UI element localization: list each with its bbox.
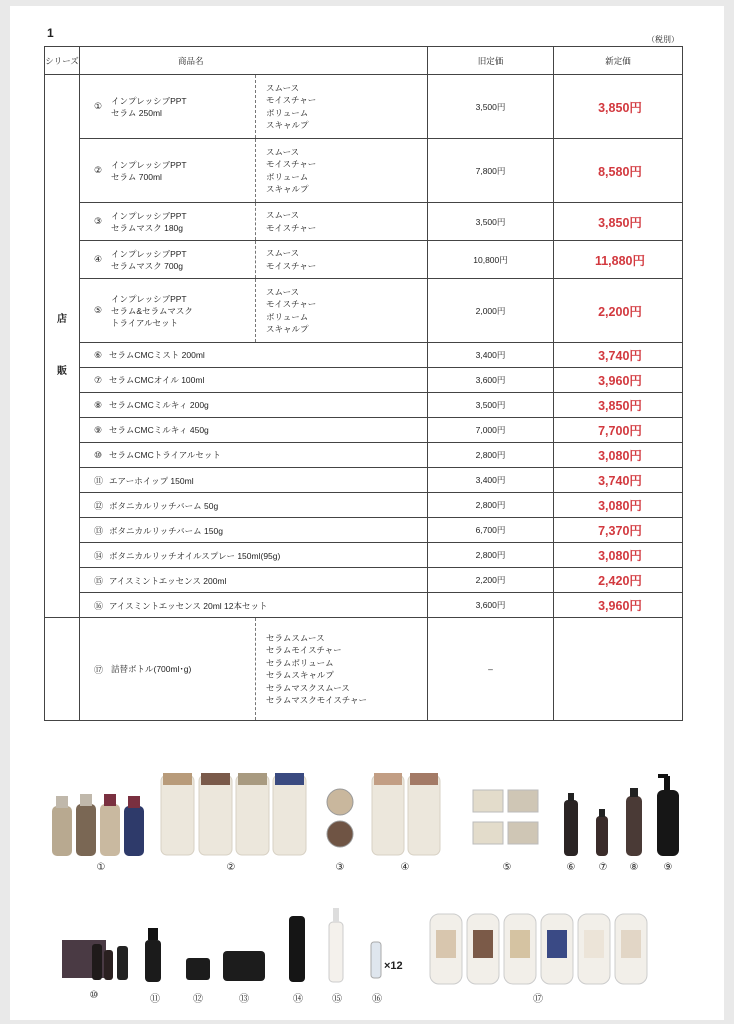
product-number: ⑥: [94, 350, 103, 360]
old-price: 3,400円: [428, 468, 554, 493]
new-price: 3,080円: [554, 443, 683, 468]
variant-item: モイスチャー: [266, 260, 317, 271]
product-2-image: [161, 773, 306, 855]
product-name: エアーホイップ 150ml: [109, 475, 194, 486]
variant-item: スムース: [266, 82, 300, 93]
product-caption: ⑦: [598, 862, 608, 873]
product-7-image: [596, 809, 608, 856]
old-price: 3,600円: [428, 593, 554, 618]
old-price: 2,800円: [428, 443, 554, 468]
product-name: インプレッシブPPT セラム 250ml: [111, 95, 187, 118]
product-name: ボタニカルリッチバーム 50g: [109, 500, 219, 511]
variant-item: セラムマスクモイスチャー: [266, 695, 367, 705]
product-5-image: [473, 790, 538, 844]
series-header: シリーズ: [45, 47, 80, 75]
product-name: セラムCMCミルキィ 450g: [109, 425, 209, 435]
variant-item: セラムスムース: [266, 632, 325, 643]
product-name: インプレッシブPPT セラムマスク 700g: [111, 248, 187, 271]
product-name: ボタニカルリッチバーム 150g: [109, 525, 223, 536]
product-number: ⑤: [94, 305, 103, 315]
series-label-1: 店: [57, 314, 67, 325]
product-16-image: [371, 942, 381, 978]
variant-item: スムース: [266, 286, 300, 297]
product-8-image: [626, 788, 642, 856]
variant-item: スキャルプ: [266, 120, 309, 130]
product-number: ⑦: [94, 375, 103, 385]
product-name: インプレッシブPPT セラム&セラムマスク トライアルセット: [111, 293, 193, 328]
product-name: インプレッシブPPT セラムマスク 180g: [111, 210, 187, 233]
variant-item: モイスチャー: [266, 299, 317, 309]
variant-item: ボリューム: [266, 311, 309, 322]
new-price: 7,370円: [554, 518, 683, 543]
product-name: セラムCMCミルキィ 200g: [109, 400, 209, 410]
old-price: 2,200円: [428, 568, 554, 593]
variant-item: ボリューム: [266, 107, 309, 118]
old-price: 2,800円: [428, 493, 554, 518]
product-number: ⑩: [94, 450, 103, 460]
product-caption: ⑤: [502, 862, 512, 873]
product-9-image: [657, 774, 679, 856]
product-13-image: [223, 951, 265, 981]
variant-item: モイスチャー: [266, 159, 317, 169]
product-name: セラムCMCトライアルセット: [109, 450, 221, 460]
product-number: ⑨: [94, 425, 103, 435]
product-caption: ⑥: [566, 862, 576, 873]
product-1-image: [52, 794, 144, 856]
old-price: 3,500円: [428, 393, 554, 418]
product-caption: ⑩: [89, 990, 99, 1001]
product-number: ③: [94, 216, 103, 226]
old-price: 2,800円: [428, 543, 554, 568]
product-14-image: [289, 916, 305, 982]
old-price: –: [428, 618, 554, 721]
old-price-header: 旧定価: [428, 47, 554, 75]
product-caption: ⑪: [150, 994, 160, 1005]
old-price: 3,500円: [428, 203, 554, 241]
product-4-image: [372, 773, 440, 855]
product-caption: ⑯: [372, 994, 382, 1005]
variant-item: スムース: [266, 210, 300, 220]
product-number: ①: [94, 101, 103, 111]
old-price: 10,800円: [428, 241, 554, 279]
product-3-image: [327, 789, 353, 847]
old-price: 2,000円: [428, 279, 554, 343]
old-price: 6,700円: [428, 518, 554, 543]
new-price: 7,700円: [554, 418, 683, 443]
new-price: 3,850円: [554, 75, 683, 139]
variant-item: スキャルプ: [266, 324, 309, 334]
product-15-image: [329, 908, 343, 982]
new-price: 3,960円: [554, 368, 683, 393]
tax-note: （税別）: [647, 35, 679, 44]
product-caption: ⑬: [239, 994, 249, 1005]
variant-item: モイスチャー: [266, 95, 317, 105]
variant-item: セラムモイスチャー: [266, 645, 342, 655]
product-name: セラムCMCオイル 100ml: [109, 375, 205, 385]
product-name: 詰替ボトル(700ml･g): [111, 664, 192, 674]
product-number: ⑪: [94, 475, 104, 486]
new-price-header: 新定価: [554, 47, 683, 75]
product-number: ④: [94, 254, 103, 264]
product-caption: ⑰: [533, 994, 543, 1005]
new-price: 3,850円: [554, 393, 683, 418]
variant-item: スムース: [266, 248, 300, 258]
old-price: 7,000円: [428, 418, 554, 443]
product-header: 商品名: [80, 47, 428, 75]
product-name: インプレッシブPPT セラム 700ml: [111, 159, 187, 182]
new-price: 3,850円: [554, 203, 683, 241]
product-name: アイスミントエッセンス 200ml: [109, 575, 227, 586]
variant-item: ボリューム: [266, 171, 309, 182]
product-11-image: [145, 928, 161, 982]
variant-item: セラムスキャルプ: [266, 670, 334, 680]
page-number: 1: [47, 26, 54, 40]
product-number: ⑮: [94, 575, 104, 586]
product-number: ⑰: [94, 664, 104, 675]
product-number: ②: [94, 165, 103, 175]
product-number: ⑫: [94, 500, 104, 511]
product-name: セラムCMCミスト 200ml: [109, 350, 205, 360]
new-price: 11,880円: [554, 241, 683, 279]
product-caption: ④: [400, 862, 410, 873]
quantity-note: ×12: [384, 960, 403, 972]
product-name: アイスミントエッセンス 20ml 12本セット: [109, 600, 268, 611]
new-price: 2,420円: [554, 568, 683, 593]
new-price: 3,740円: [554, 468, 683, 493]
product-caption: ②: [226, 862, 236, 873]
product-number: ⑬: [94, 525, 104, 536]
variant-item: セラムマスクスムース: [266, 682, 350, 693]
product-caption: ⑭: [293, 994, 303, 1005]
new-price: 2,200円: [554, 279, 683, 343]
new-price: 3,080円: [554, 543, 683, 568]
product-6-image: [564, 793, 578, 856]
product-caption: ⑮: [332, 994, 342, 1005]
old-price: 3,500円: [428, 75, 554, 139]
product-caption: ①: [96, 862, 106, 873]
product-10-image: [62, 940, 128, 980]
product-12-image: [186, 958, 210, 980]
variant-item: スキャルプ: [266, 184, 309, 194]
new-price: 3,740円: [554, 343, 683, 368]
old-price: 3,400円: [428, 343, 554, 368]
product-caption: ③: [335, 862, 345, 873]
product-number: ⑭: [94, 550, 104, 561]
product-name: ボタニカルリッチオイルスプレー 150ml(95g): [109, 550, 281, 561]
variant-item: スムース: [266, 146, 300, 157]
product-caption: ⑫: [193, 994, 203, 1005]
product-caption: ⑧: [629, 862, 639, 873]
product-caption: ⑨: [663, 862, 673, 873]
product-17-image: [430, 914, 647, 984]
old-price: 3,600円: [428, 368, 554, 393]
product-number: ⑧: [94, 400, 103, 410]
variant-item: モイスチャー: [266, 222, 317, 233]
variant-item: セラムボリューム: [266, 657, 334, 668]
new-price: 8,580円: [554, 139, 683, 203]
new-price: 3,960円: [554, 593, 683, 618]
series-label-2: 販: [57, 366, 67, 377]
new-price: 3,080円: [554, 493, 683, 518]
product-number: ⑯: [94, 600, 104, 611]
old-price: 7,800円: [428, 139, 554, 203]
